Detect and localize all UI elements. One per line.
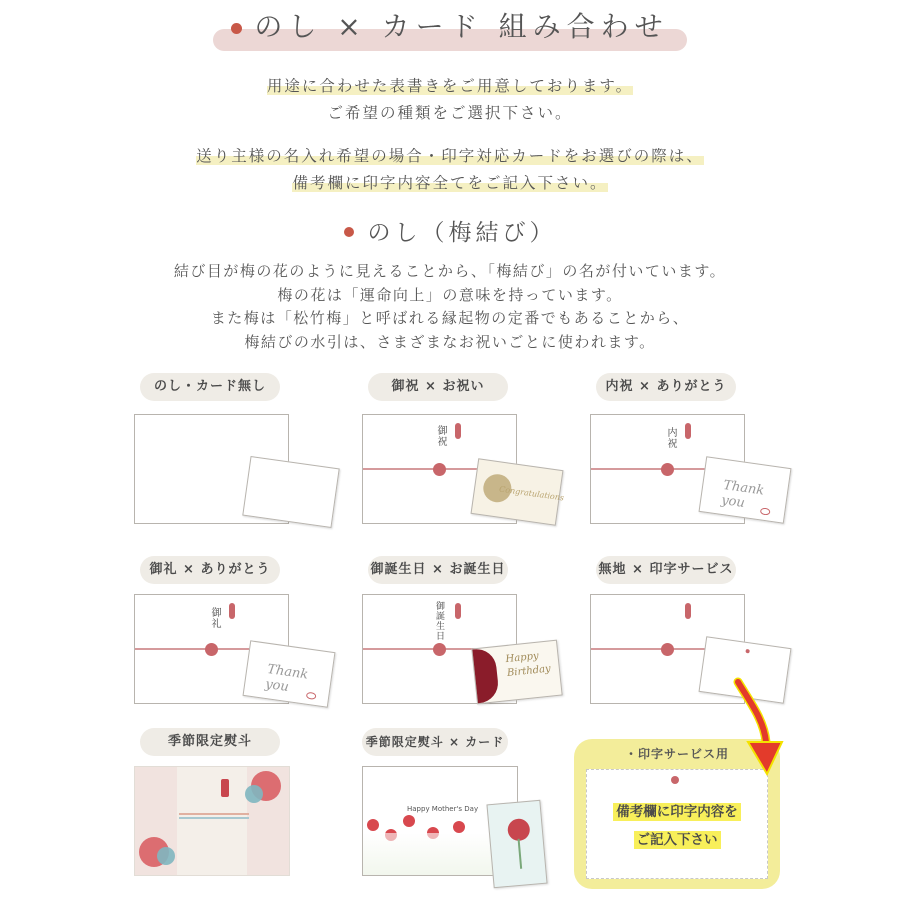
option-label-oiwai[interactable]: 御祝 × お祝い — [368, 373, 508, 401]
intro-text-2: 送り主様の名入れ希望の場合・印字対応カードをお選びの際は、 備考欄に印字内容全てをご記入下さい。 — [196, 147, 704, 192]
noshi-mark-icon — [685, 423, 691, 439]
option-image-orei[interactable] — [134, 594, 344, 706]
option-image-oiwai[interactable] — [362, 414, 572, 526]
noshi-paper: 御礼 — [134, 594, 289, 704]
noshi-mark-icon — [685, 603, 691, 619]
ume-knot-icon — [433, 463, 446, 476]
option-label-uchiiwai[interactable]: 内祝 × ありがとう — [596, 373, 736, 401]
print-instruction-line2: ご記入下さい — [634, 831, 721, 849]
noshi-paper: 御誕生日 — [362, 594, 517, 704]
option-label-orei[interactable]: 御礼 × ありがとう — [140, 556, 280, 584]
section-title: のし（梅結び） — [0, 214, 900, 247]
print-service-card — [586, 769, 768, 879]
option-image-uchiiwai[interactable] — [590, 414, 800, 526]
intro-text-1: 用途に合わせた表書きをご用意しております。 ご希望の種類をご選択下さい。 — [266, 77, 634, 122]
noshi-mark-icon — [455, 603, 461, 619]
print-instruction-line1: 備考欄に印字内容を — [613, 803, 741, 821]
option-label-none[interactable]: のし・カード無し — [140, 373, 280, 401]
noshi-paper: Happy Mother's Day — [362, 766, 518, 876]
message-card — [486, 800, 547, 888]
message-card: Thank you — [243, 640, 336, 707]
ume-knot-icon — [661, 463, 674, 476]
noshi-paper: 内祝 — [590, 414, 745, 524]
option-label-birthday[interactable]: 御誕生日 × お誕生日 — [368, 556, 508, 584]
option-image-seasonal[interactable] — [134, 766, 290, 876]
option-label-print[interactable]: 無地 × 印字サービス — [596, 556, 736, 584]
option-label-seasonal-card[interactable]: 季節限定熨斗 × カード — [362, 728, 508, 756]
description: 結び目が梅の花のように見えることから、「梅結び」の名が付いています。 梅の花は「運命向上」の意味を持っています。 また梅は「松竹梅」と呼ばれる縁起物の定番でもあることから、 梅結びの水引は、さまざまなお祝いごとに使われます。 — [173, 262, 727, 351]
ume-knot-icon — [433, 643, 446, 656]
message-card: Thank you — [699, 456, 792, 523]
option-label-seasonal[interactable]: 季節限定熨斗 — [140, 728, 280, 756]
message-card — [242, 456, 339, 528]
option-image-birthday[interactable] — [362, 594, 572, 706]
noshi-mark-icon — [221, 779, 229, 797]
message-card: Congratulations — [471, 458, 564, 525]
option-image-seasonal-card[interactable] — [362, 766, 552, 890]
main-title: のし × カード 組み合わせ — [0, 5, 900, 45]
option-image-none[interactable] — [134, 414, 344, 526]
ume-knot-icon — [661, 643, 674, 656]
noshi-mark-icon — [455, 423, 461, 439]
card-hole-icon — [671, 776, 679, 784]
ume-knot-icon — [205, 643, 218, 656]
noshi-paper: 御祝 — [362, 414, 517, 524]
noshi-paper — [134, 766, 290, 876]
bullet-dot-icon — [344, 227, 354, 237]
noshi-mark-icon — [229, 603, 235, 619]
message-card: Happy Birthday — [471, 640, 562, 705]
print-service-label: ・印字サービス用 — [624, 747, 729, 761]
arrow-down-icon — [724, 676, 784, 780]
